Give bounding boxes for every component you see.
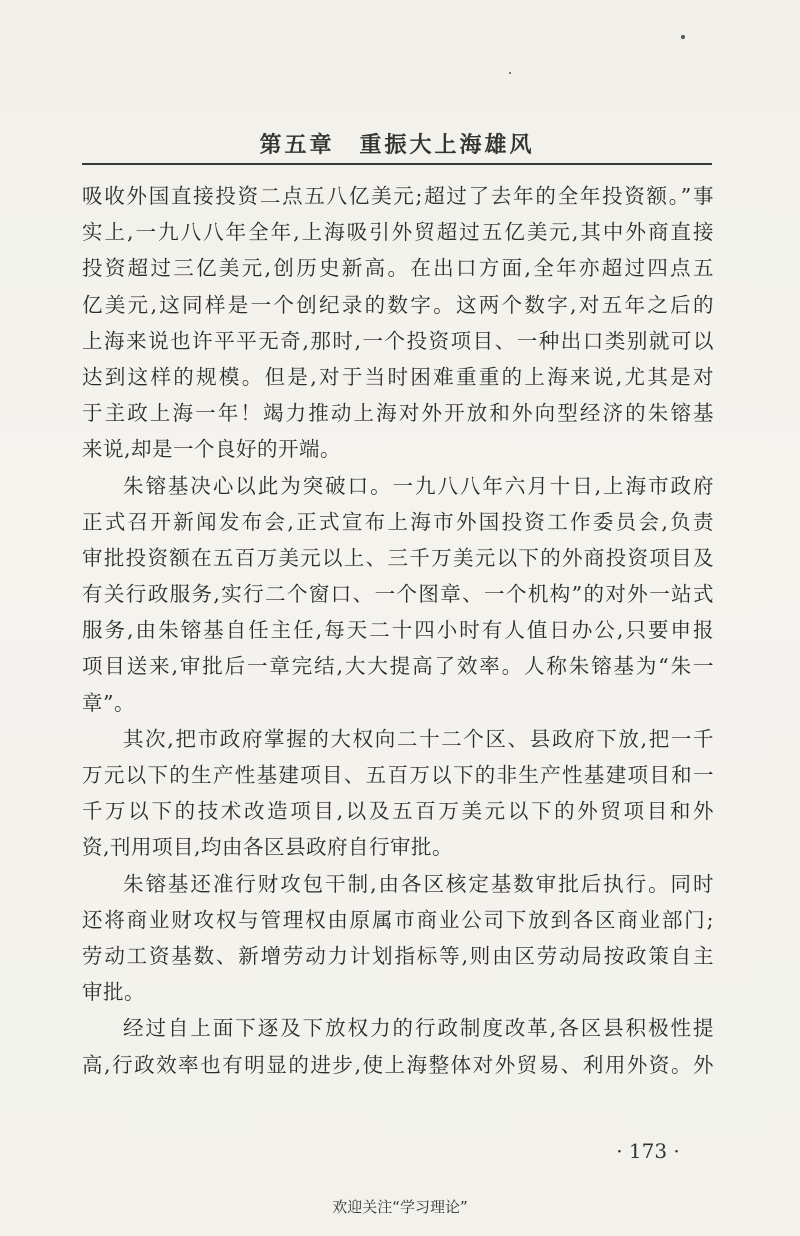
text-line: 劳动工资基数、新增劳动力计划指标等,则由区劳动局按政策自主 bbox=[82, 943, 714, 968]
text-line: 正式召开新闻发布会,正式宣布上海市外国投资工作委员会,负责 bbox=[82, 509, 714, 534]
text-line: 其次,把市政府掌握的大权向二十二个区、县政府下放,把一千 bbox=[123, 726, 714, 751]
paragraph bbox=[82, 1010, 714, 1082]
page-number: · 173 · bbox=[616, 1139, 680, 1163]
text-line: 还将商业财攻权与管理权由原属市商业公司下放到各区商业部门; bbox=[82, 907, 714, 932]
scan-speck bbox=[681, 35, 685, 39]
text-line: 亿美元,这同样是一个创纪录的数字。这两个数字,对五年之后的 bbox=[82, 292, 714, 317]
paragraph bbox=[82, 866, 714, 1011]
text-line: 投资超过三亿美元,创历史新高。在出口方面,全年亦超过四点五 bbox=[82, 256, 714, 281]
text-line: 上海来说也许平平无奇,那时,一个投资项目、一种出口类别就可以 bbox=[82, 328, 714, 353]
text-line: 于主政上海一年！竭力推动上海对外开放和外向型经济的朱镕基 bbox=[82, 401, 714, 426]
text-line: 实上,一九八八年全年,上海吸引外贸超过五亿美元,其中外商直接 bbox=[82, 220, 714, 245]
text-line: 吸收外国直接投资二点五八亿美元;超过了去年的全年投资额。”事 bbox=[82, 184, 714, 208]
text-line: 章”。 bbox=[82, 690, 135, 715]
text-line: 项目送来,审批后一章完结,大大提高了效率。人称朱镕基为“朱一 bbox=[82, 654, 714, 679]
text-line: 朱镕基还准行财攻包干制,由各区核定基数审批后执行。同时 bbox=[123, 871, 714, 896]
header-rule bbox=[82, 163, 712, 165]
text-line: 审批投资额在五百万美元以上、三千万美元以下的外商投资项目及 bbox=[82, 545, 714, 570]
text-line: 达到这样的规模。但是,对于当时困难重重的上海来说,尤其是对 bbox=[82, 364, 714, 389]
text-line: 服务,由朱镕基自任主任,每天二十四小时有人值日办公,只要申报 bbox=[82, 618, 714, 643]
chapter-title: 第五章 重振大上海雄风 bbox=[259, 132, 535, 158]
text-line: 来说,却是一个良好的开端。 bbox=[82, 437, 342, 462]
text-line: 资,刊用项目,均由各区县政府自行审批。 bbox=[82, 835, 454, 860]
footer-watermark: 欢迎关注“学习理论” bbox=[332, 1198, 468, 1216]
body-text bbox=[82, 178, 714, 1083]
paragraph bbox=[82, 721, 714, 866]
text-line: 高,行政效率也有明显的进步,使上海整体对外贸易、利用外资。外 bbox=[82, 1052, 714, 1077]
chapter-header bbox=[82, 128, 712, 162]
text-line: 千万以下的技术改造项目,以及五百万美元以下的外贸项目和外 bbox=[82, 799, 714, 824]
paragraph bbox=[82, 468, 714, 721]
text-line: 有关行政服务,实行二个窗口、一个图章、一个机构”的对外一站式 bbox=[82, 582, 714, 607]
text-line: 审批。 bbox=[82, 980, 145, 1005]
text-line: 朱镕基决心以此为突破口。一九八八年六月十日,上海市政府 bbox=[123, 473, 714, 498]
paragraph bbox=[82, 178, 714, 468]
text-line: 经过自上面下逐及下放权力的行政制度改革,各区县积极性提 bbox=[123, 1016, 714, 1041]
text-line: 万元以下的生产性基建项目、五百万以下的非生产性基建项目和一 bbox=[82, 763, 714, 787]
scan-speck bbox=[509, 72, 511, 74]
